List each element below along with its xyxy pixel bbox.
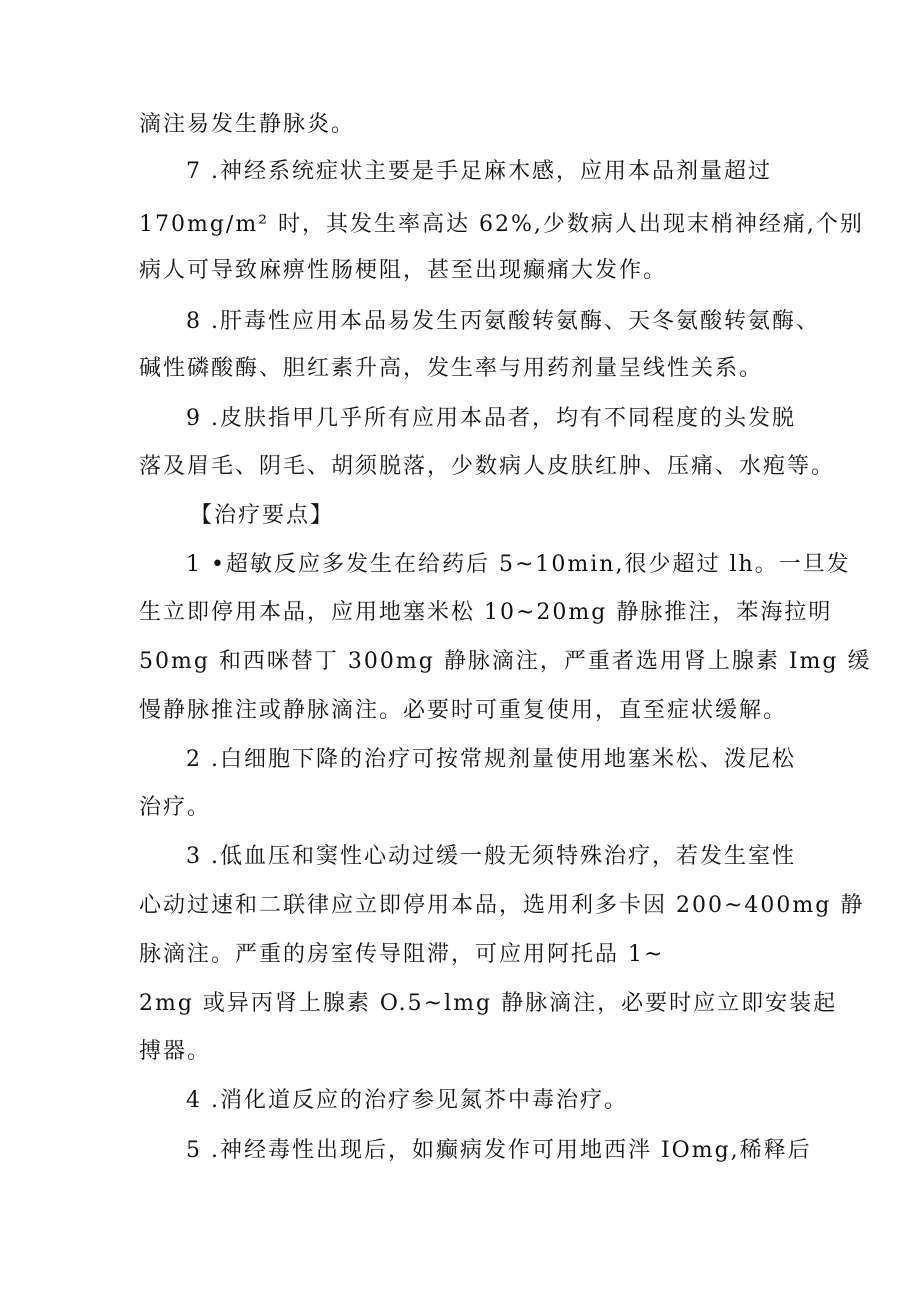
text-line: 50mg 和西咪替丁 300mg 静脉滴注，严重者选用肾上腺素 Img 缓: [139, 649, 872, 674]
text-line: 4 .消化道反应的治疗参见氮芥中毒治疗。: [186, 1088, 628, 1113]
text-line: 碱性磷酸酶、胆红素升高，发生率与用药剂量呈线性关系。: [139, 356, 764, 381]
text-line: 1 •超敏反应多发生在给药后 5~10min,很少超过 lh。一旦发: [186, 552, 851, 577]
text-line: 170mg∕m² 时，其发生率高达 62%,少数病人出现末梢神经痛,个别: [139, 212, 864, 237]
text-line: 落及眉毛、阴毛、胡须脱落，少数病人皮肤红肿、压痛、水疱等。: [139, 454, 836, 479]
text-line: 慢静脉推注或静脉滴注。必要时可重复使用，直至症状缓解。: [139, 698, 788, 723]
text-line: 9 .皮肤指甲几乎所有应用本品者，均有不同程度的头发脱: [186, 406, 796, 431]
text-line: 生立即停用本品，应用地塞米松 10~20mg 静脉推注，苯海拉明: [139, 600, 833, 625]
text-line: 搏器。: [139, 1039, 212, 1064]
text-line: 7 .神经系统症状主要是手足麻木感，应用本品剂量超过: [186, 159, 772, 184]
section-heading: 【治疗要点】: [190, 503, 335, 528]
text-line: 2mg 或异丙肾上腺素 O.5~lmg 静脉滴注，必要时应立即安装起: [139, 991, 838, 1016]
text-line: 滴注易发生静脉炎。: [139, 112, 356, 137]
text-line: 治疗。: [139, 795, 212, 820]
text-line: 3 .低血压和窦性心动过缓一般无须特殊治疗，若发生室性: [186, 844, 796, 869]
text-line: 心动过速和二联律应立即停用本品，选用利多卡因 200~400mg 静: [139, 893, 865, 918]
text-line: 2 .白细胞下降的治疗可按常规剂量使用地塞米松、泼尼松: [186, 747, 796, 772]
text-line: 8 .肝毒性应用本品易发生丙氨酸转氨酶、天冬氨酸转氨酶、: [186, 309, 820, 334]
text-line: 5 .神经毒性出现后，如癫病发作可用地西泮 IOmg,稀释后: [186, 1138, 812, 1163]
text-line: 脉滴注。严重的房室传导阻滞，可应用阿托品 1~: [139, 942, 665, 967]
text-line: 病人可导致麻痹性肠梗阻，甚至出现癫痛大发作。: [139, 258, 668, 283]
